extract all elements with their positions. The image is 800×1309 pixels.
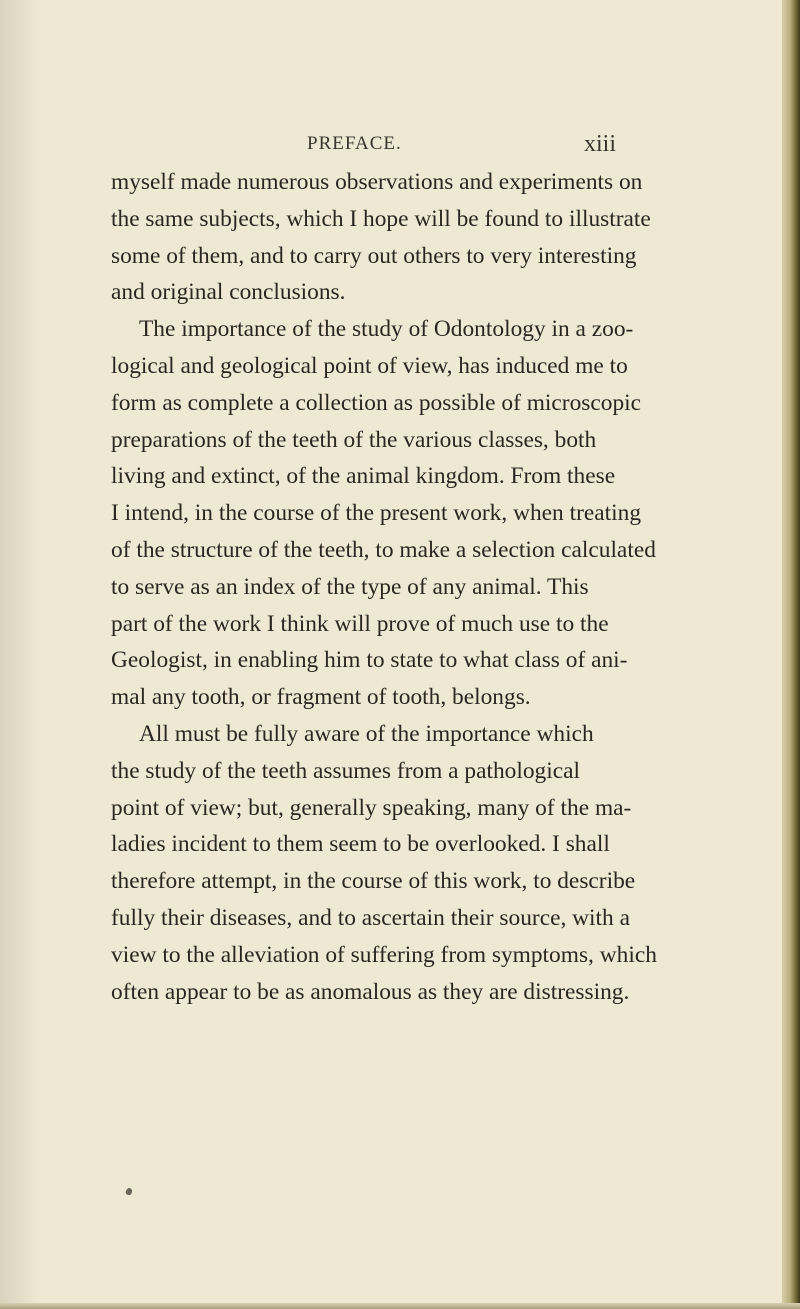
text-line: view to the alleviation of suffering from symptoms, which	[111, 941, 657, 968]
text-line: some of them, and to carry out others to very interesting	[111, 242, 637, 269]
text-line: I intend, in the course of the present work, when treating	[111, 500, 642, 527]
page-edge-shadow	[782, 0, 800, 1309]
text-line: the same subjects, which I hope will be found to illustrate	[111, 205, 651, 232]
text-line: part of the work I think will prove of much use to the	[111, 610, 609, 637]
paragraph-start-line: The importance of the study of Odontology in a zoo-	[139, 316, 634, 343]
text-line: fully their diseases, and to ascertain their source, with a	[111, 904, 630, 931]
text-line: to serve as an index of the type of any animal. This	[111, 573, 589, 600]
ink-speck	[125, 1187, 133, 1196]
text-line: therefore attempt, in the course of this work, to describe	[111, 868, 636, 895]
text-line: often appear to be as anomalous as they are distressing.	[111, 978, 630, 1005]
running-head	[0, 133, 800, 163]
text-line: of the structure of the teeth, to make a selection calculated	[111, 536, 656, 563]
text-line: form as complete a collection as possible of microscopic	[111, 389, 642, 416]
text-line: mal any tooth, or fragment of tooth, belongs.	[111, 684, 531, 711]
paragraph-start-line: All must be fully aware of the importance which	[139, 720, 594, 747]
text-line: and original conclusions.	[111, 279, 346, 306]
page-bottom-edge	[0, 1303, 800, 1309]
text-line: point of view; but, generally speaking, many of the ma-	[111, 794, 632, 821]
text-line: logical and geological point of view, has induced me to	[111, 352, 628, 379]
page-number: xiii	[584, 131, 617, 157]
text-line: preparations of the teeth of the various classes, both	[111, 426, 597, 453]
body-text	[111, 164, 657, 1010]
text-line: ladies incident to them seem to be overlooked. I shall	[111, 831, 610, 858]
text-line: Geologist, in enabling him to state to what class of ani-	[111, 647, 628, 674]
text-line: living and extinct, of the animal kingdom. From these	[111, 463, 616, 490]
text-line: the study of the teeth assumes from a pathological	[111, 757, 580, 784]
running-head-title: PREFACE.	[307, 133, 402, 154]
text-line: myself made numerous observations and experiments on	[111, 169, 643, 195]
